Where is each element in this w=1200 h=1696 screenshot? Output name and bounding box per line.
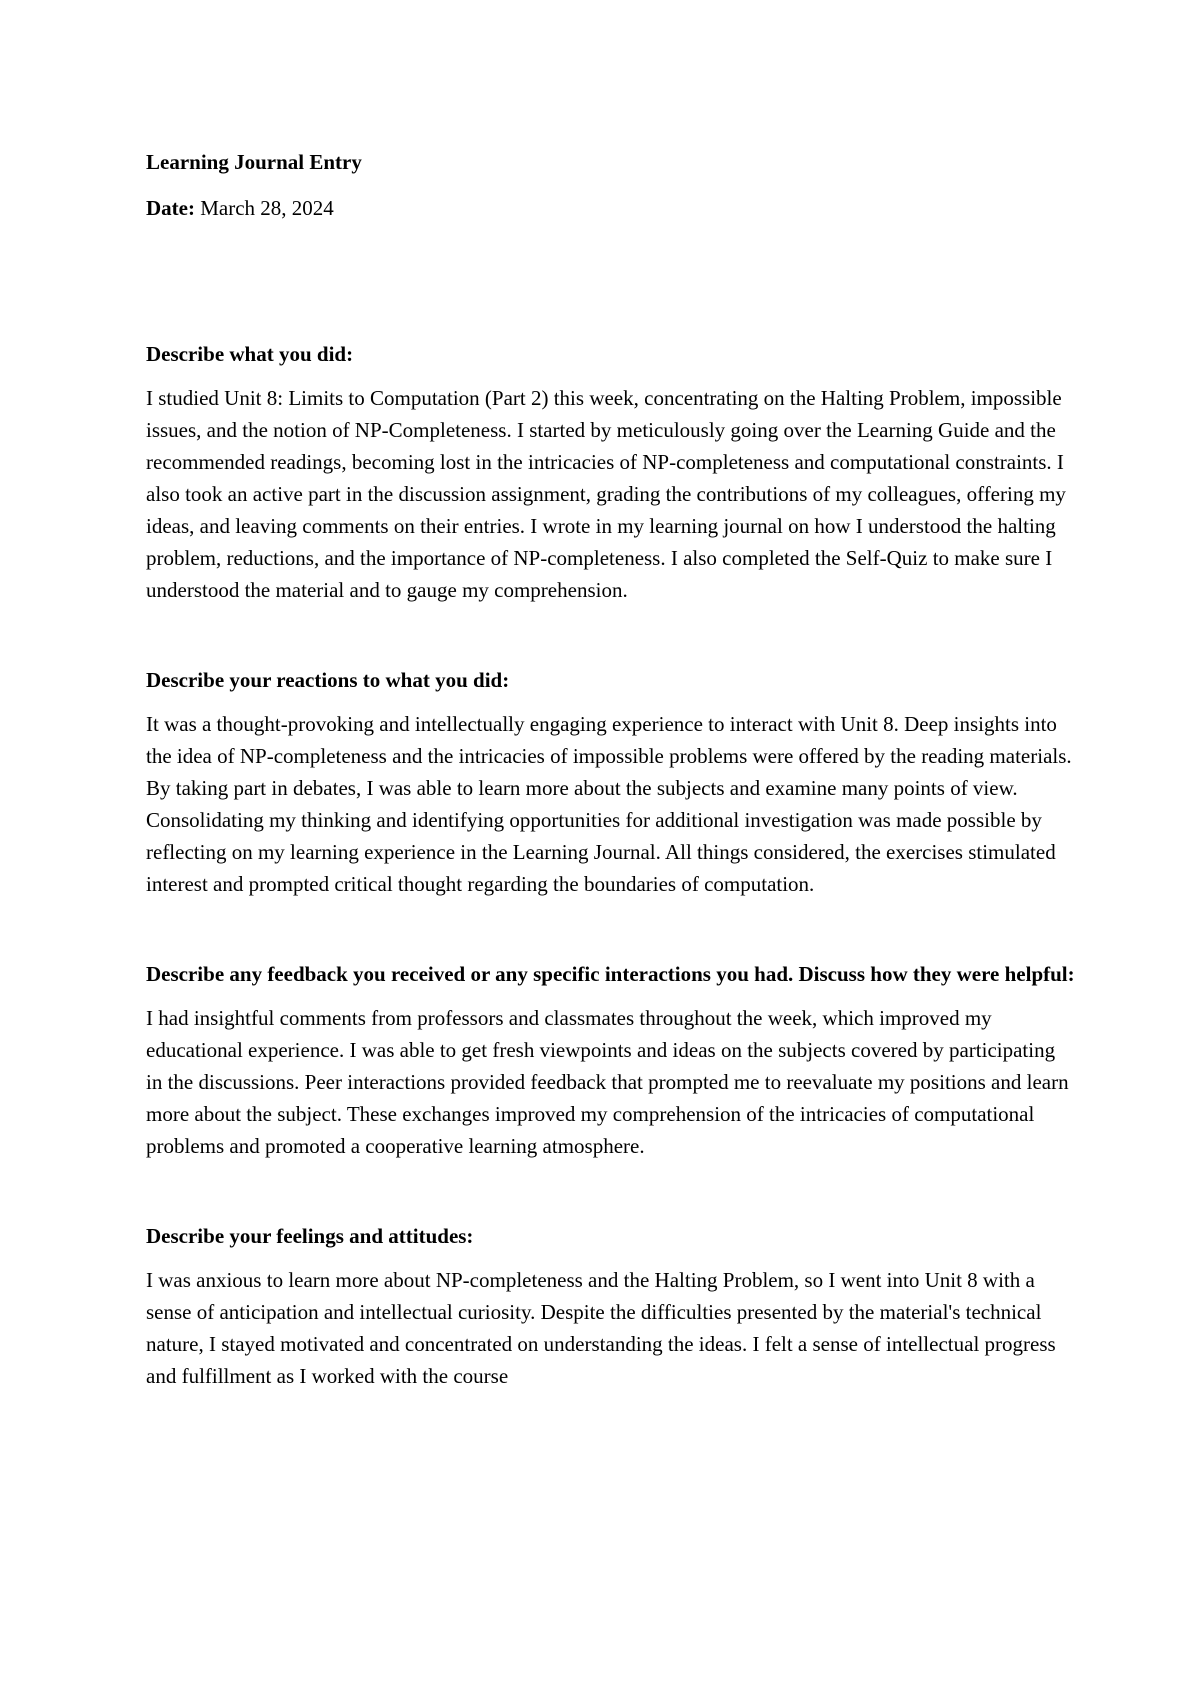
section-body: It was a thought-provoking and intellectually engaging experience to interact with Unit 8. Deep insights into the idea of NP-completeness and the intricacies of impossible problems were offered by the reading materials. By taking part in debates, I was able to learn more about the subjects and examine many points of view. Consolidating my thinking and identifying opportunities for additional investigation was made possible by reflecting on my learning experience in the Learning Journal. All things considered, the exercises stimulated interest and prompted critical thought regarding the boundaries of computation. [146,712,1072,896]
section-feelings [146,1220,1076,1392]
section-reactions [146,664,1076,900]
date-line [146,192,1076,224]
date-value: March 28, 2024 [194,196,334,220]
section-heading: Describe any feedback you received or any specific interactions you had. Discuss how they were helpful: [146,962,1075,986]
section-feedback [146,958,1076,1162]
section-body: I was anxious to learn more about NP-completeness and the Halting Problem, so I went into Unit 8 with a sense of anticipation and intellectual curiosity. Despite the difficulties presented by the material's technical nature, I stayed motivated and concentrated on understanding the ideas. I felt a sense of intellectual progress and fulfillment as I worked with the course [146,1268,1056,1388]
section-heading: Describe what you did: [146,342,354,366]
section-what-you-did [146,338,1076,606]
document-page [146,146,1076,1392]
section-body: I had insightful comments from professors and classmates throughout the week, which improved my educational experience. I was able to get fresh viewpoints and ideas on the subjects covered by participating in the discussions. Peer interactions provided feedback that prompted me to reevaluate my positions and learn more about the subject. These exchanges improved my comprehension of the intricacies of computational problems and promoted a cooperative learning atmosphere. [146,1006,1069,1158]
date-label: Date: [146,196,195,220]
spacer [146,900,1076,958]
document-title: Learning Journal Entry [146,150,362,174]
section-heading: Describe your reactions to what you did: [146,668,510,692]
spacer [146,1162,1076,1220]
section-body: I studied Unit 8: Limits to Computation (Part 2) this week, concentrating on the Halting Problem, impossible issues, and the notion of NP-Completeness. I started by meticulously going over the Learning Guide and the recommended readings, becoming lost in the intricacies of NP-completeness and computational constraints. I also took an active part in the discussion assignment, grading the contributions of my colleagues, offering my ideas, and leaving comments on their entries. I wrote in my learning journal on how I understood the halting problem, reductions, and the importance of NP-completeness. I also completed the Self-Quiz to make sure I understood the material and to gauge my comprehension. [146,386,1066,602]
section-heading: Describe your feelings and attitudes: [146,1224,474,1248]
spacer [146,606,1076,664]
spacer [146,224,1076,338]
